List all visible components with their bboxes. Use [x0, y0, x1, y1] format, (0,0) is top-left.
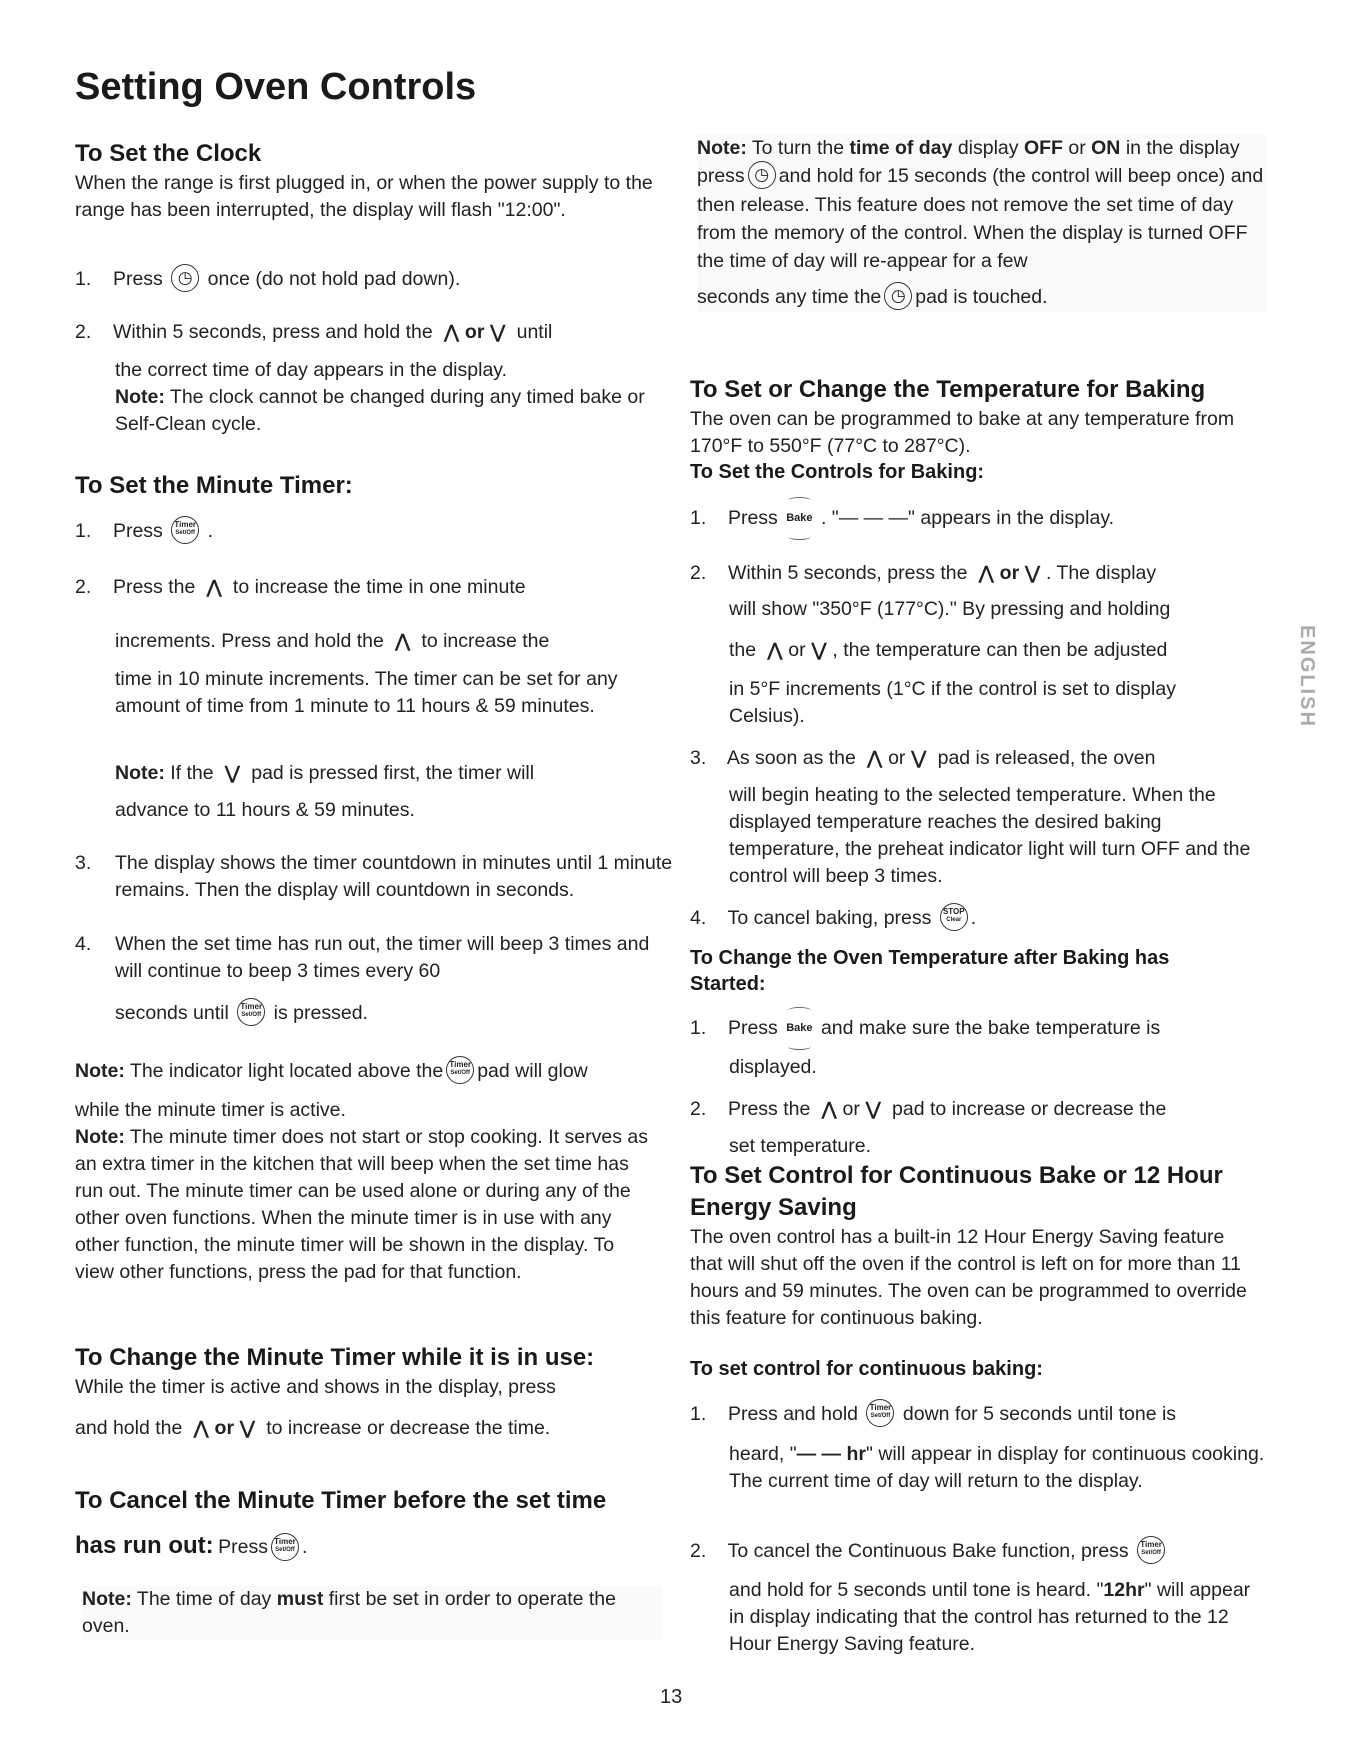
cancel-timer-line: has run out: Press Timer Set/Off .	[75, 1532, 308, 1559]
continuous-heading: To Set Control for Continuous Bake or 12 Hour Energy Saving	[690, 1162, 1223, 1221]
timer-step-1	[75, 518, 213, 546]
timer-step-2-cont: increments. Press and hold the ⋀ to increase the	[115, 628, 675, 655]
change-temp-heading: To Change the Oven Temperature after Baking has Started:	[690, 947, 1170, 995]
temp-step-3: 3. As soon as the ⋀ or ⋁ pad is released, the oven	[690, 745, 1290, 772]
continuous-step-2: 2. To cancel the Continuous Bake function, press Timer Set/Off	[690, 1538, 1290, 1566]
change-timer-line-1: While the timer is active and shows in the display, press	[75, 1376, 556, 1398]
indicator-note: Note: The indicator light located above the Timer Set/Off pad will glow	[75, 1058, 675, 1086]
step-text: until	[516, 321, 553, 343]
step-number: 2.	[75, 576, 92, 598]
continuous-subheading: To set control for continuous baking:	[690, 1358, 1043, 1380]
change-temp-step-2: 2. Press the ⋀ or ⋁ pad to increase or decrease the	[690, 1096, 1290, 1123]
step-text: Press	[112, 268, 163, 291]
clock-step-2-cont: the correct time of day appears in the display.	[115, 359, 508, 381]
minute-timer-note: Note: The minute timer does not start or stop cooking. It serves as an extra timer in the kitchen that will beep when the set time has run out. The minute timer can be used alone or during any of the other oven functions. When the minute timer is in use with any other function, the minute timer will be shown in the display. To view other functions, press the pad for that function.	[75, 1126, 648, 1283]
clock-step-2	[75, 319, 675, 346]
note-label: Note:	[75, 1126, 125, 1148]
note-label: Note:	[115, 386, 165, 408]
step-text: to increase the time in one minute	[232, 576, 526, 598]
timer-step-2	[75, 574, 675, 601]
timer-step-4-cont: seconds until Timer Set/Off is pressed.	[115, 1000, 368, 1028]
temp-heading: To Set or Change the Temperature for Baking	[690, 376, 1206, 403]
note-label: Note:	[75, 1060, 125, 1083]
down-arrow-icon: ⋁	[225, 763, 240, 783]
page-title: Setting Oven Controls	[75, 66, 477, 108]
timer-heading: To Set the Minute Timer:	[75, 472, 353, 499]
temp-step-1: 1. Press Bake . "— — —" appears in the display.	[690, 505, 1290, 535]
down-arrow-icon: ⋁	[911, 748, 927, 768]
down-arrow-icon: ⋁	[865, 1099, 881, 1119]
timer-step-2-detail: time in 10 minute increments. The timer can be set for any amount of time from 1 minute to 11 hours & 59 minutes.	[115, 668, 618, 717]
side-tab-label: ENGLISH	[1296, 625, 1318, 728]
change-temp-step-1-cont: displayed.	[729, 1056, 817, 1078]
up-arrow-icon: ⋀	[395, 631, 410, 651]
down-arrow-icon: ⋁	[240, 1418, 255, 1438]
timer-step-3: 3. The display shows the timer countdown in minutes until 1 minute remains. Then the display will countdown in seconds.	[75, 852, 673, 901]
up-arrow-icon: ⋀	[444, 322, 459, 342]
timer-set-off-pad-icon: Timer Set/Off	[271, 1533, 299, 1561]
temp-step-2: 2. Within 5 seconds, press the ⋀ or ⋁ . The display	[690, 560, 1290, 587]
clock-pad-icon	[748, 161, 776, 189]
step-text: .	[207, 520, 214, 543]
note-text: The clock cannot be changed during any timed bake or Self-Clean cycle.	[115, 386, 645, 435]
change-timer-line-2: and hold the ⋀ or ⋁ to increase or decrease the time.	[75, 1415, 695, 1442]
continuous-intro: The oven control has a built-in 12 Hour Energy Saving feature that will shut off the oven if the control is left on for more than 11 hours and 59 minutes. The oven can be programmed to override this feature for continuous baking.	[690, 1226, 1247, 1329]
oven-operate-note: Note: The time of day must first be set in order to operate the oven.	[82, 1586, 662, 1640]
timer-set-off-pad-icon: Timer Set/Off	[171, 516, 199, 544]
up-arrow-icon: ⋀	[978, 563, 994, 583]
step-text: Press	[112, 520, 163, 543]
step-text: Within 5 seconds, press and hold the	[112, 321, 433, 343]
timer-set-off-pad-icon: Timer Set/Off	[1137, 1536, 1165, 1564]
cancel-timer-heading: To Cancel the Minute Timer before the set time	[75, 1487, 607, 1514]
temp-step-2-d: in 5°F increments (1°C if the control is set to display Celsius).	[729, 678, 1176, 727]
change-temp-step-1: 1. Press Bake and make sure the bake temperature is	[690, 1015, 1290, 1045]
change-temp-step-2-cont: set temperature.	[729, 1135, 871, 1157]
clock-pad-icon	[171, 264, 199, 292]
step-text: Press the	[112, 576, 196, 598]
timer-note: Note: If the ⋁ pad is pressed first, the timer will	[115, 760, 675, 787]
indicator-note-cont: while the minute timer is active.	[75, 1099, 346, 1121]
step-number: 2.	[75, 321, 92, 343]
temp-step-2-c: the ⋀ or ⋁ , the temperature can then be adjusted	[729, 637, 1289, 664]
step-text: once (do not hold pad down).	[207, 268, 461, 291]
timer-set-off-pad-icon: Timer Set/Off	[866, 1399, 894, 1427]
up-arrow-icon: ⋀	[206, 577, 222, 597]
clock-pad-icon	[884, 282, 912, 310]
page-number: 13	[660, 1686, 683, 1708]
up-arrow-icon: ⋀	[193, 1418, 209, 1438]
temp-step-4: 4. To cancel baking, press STOP Clear .	[690, 905, 1290, 933]
down-arrow-icon: ⋁	[1025, 563, 1040, 583]
up-arrow-icon: ⋀	[821, 1099, 837, 1119]
up-arrow-icon: ⋀	[867, 748, 883, 768]
bake-pad-icon: Bake	[786, 505, 812, 532]
clock-heading: To Set the Clock	[75, 140, 262, 167]
step-number: 1.	[75, 520, 92, 543]
continuous-step-2-cont: and hold for 5 seconds until tone is heard. "12hr" will appear in display indicating that the control has returned to the 12 Hour Energy Saving feature.	[729, 1579, 1251, 1655]
temp-intro: The oven can be programmed to bake at any temperature from 170°F to 550°F (77°C to 287°C).	[690, 408, 1235, 457]
or-text: or	[464, 321, 485, 343]
continuous-step-1-cont: heard, "— — hr" will appear in display for continuous cooking. The current time of day will return to the display.	[729, 1443, 1265, 1492]
clock-step-1	[75, 266, 675, 294]
bake-pad-icon: Bake	[786, 1015, 812, 1042]
temp-step-2-b: will show "350°F (177°C)." By pressing and holding	[729, 598, 1171, 620]
down-arrow-icon: ⋁	[490, 322, 506, 342]
down-arrow-icon: ⋁	[811, 640, 827, 660]
timer-note-cont: advance to 11 hours & 59 minutes.	[115, 799, 415, 821]
change-timer-heading: To Change the Minute Timer while it is in use:	[75, 1344, 595, 1371]
time-of-day-note: Note: To turn the time of day display OFF or ON in the display press◷ and hold for 15 seconds (the control will beep once) and then release. This feature does not remove the set time of day from the memory of the control. When the display is turned OFF the time of day will re-appear for a few seconds any time the◷ pad is touched.	[697, 134, 1267, 312]
stop-clear-pad-icon: STOP Clear	[940, 903, 968, 931]
continuous-step-1: 1. Press and hold Timer Set/Off down for 5 seconds until tone is	[690, 1401, 1290, 1429]
timer-set-off-pad-icon: Timer Set/Off	[237, 998, 265, 1026]
clock-intro: When the range is first plugged in, or when the power supply to the range has been interrupted, the display will flash "12:00".	[75, 172, 653, 221]
up-arrow-icon: ⋀	[767, 640, 783, 660]
step-number: 1.	[75, 268, 92, 291]
temp-step-3-cont: will begin heating to the selected temperature. When the displayed temperature reaches the desired baking temperature, the preheat indicator light will turn OFF and the control will beep 3 times.	[729, 784, 1251, 887]
timer-step-4: 4. When the set time has run out, the timer will beep 3 times and will continue to beep 3 times every 60	[75, 933, 650, 982]
note-label: Note:	[115, 762, 165, 784]
clock-note	[115, 384, 655, 438]
timer-set-off-pad-icon: Timer Set/Off	[446, 1056, 474, 1084]
temp-subheading: To Set the Controls for Baking:	[690, 461, 985, 483]
